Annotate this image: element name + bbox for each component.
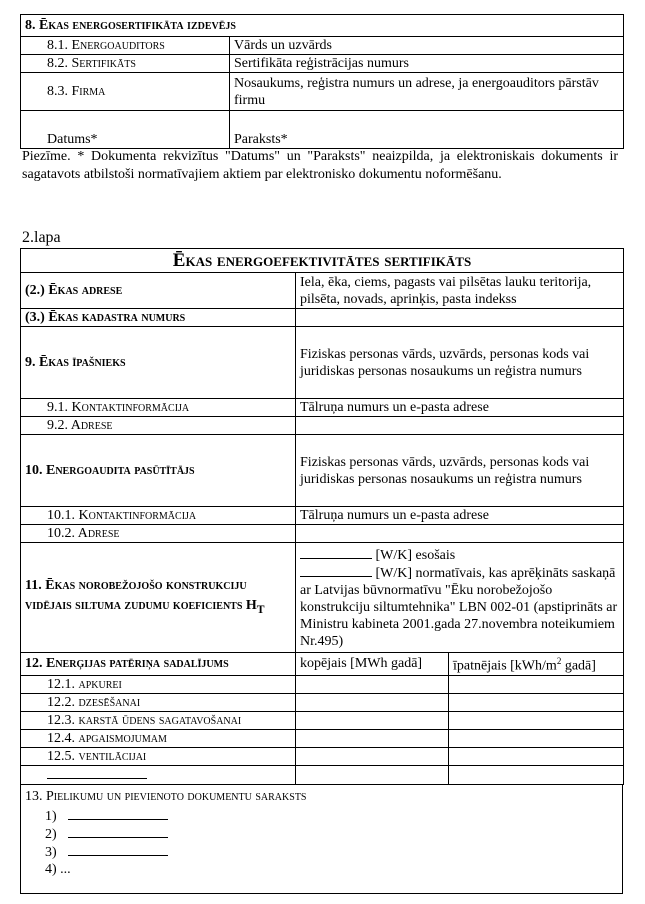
- ht-norm: [W/K] normatīvais, kas aprēķināts saskaņā ar Latvijas būvnormatīvu "Ēku norobežojošo konstrukciju siltumtehnika" LBN 002-01 (apstiprināts ar Ministru kabineta 2001.gada 27.novembra noteikumiem Nr.495): [300, 565, 618, 649]
- owner-address-value: [296, 417, 624, 435]
- energy-row-label: 12.1. apkurei: [21, 675, 296, 693]
- certificate-table: [20, 248, 624, 785]
- energy-specific-header: [449, 653, 624, 676]
- firm-value: Nosaukums, reģistra numurs un adrese, ja energoauditors pārstāv firmu: [230, 73, 624, 111]
- attachment-number: 4) ...: [45, 862, 71, 877]
- energy-specific-cell[interactable]: [449, 729, 624, 747]
- signature-label: Paraksts*: [230, 111, 624, 149]
- energy-specific-cell[interactable]: [449, 747, 624, 765]
- energy-row-label: 12.4. apgaismojumam: [21, 729, 296, 747]
- energy-total-cell[interactable]: [296, 729, 449, 747]
- owner-address-label: 9.2. Adrese: [21, 417, 296, 435]
- ht-label: [21, 543, 296, 653]
- address-value: Iela, ēka, ciems, pagasts vai pilsētas lauku teritorija, pilsēta, novads, aprinķis, pasta indekss: [296, 273, 624, 309]
- owner-label: 9. Ēkas īpašnieks: [21, 327, 296, 399]
- attachment-number: 3): [45, 845, 57, 860]
- certificate-label: 8.2. Sertifikāts: [21, 55, 230, 73]
- attachment-blank[interactable]: [68, 843, 168, 856]
- attachment-number: 1): [45, 809, 57, 824]
- energy-specific-text: īpatnējais [kWh/m: [453, 658, 557, 674]
- energy-row-label: 12.3. karstā ūdens sagatavošanai: [21, 711, 296, 729]
- note: Piezīme. * Dokumenta rekvizītus "Datums" un "Paraksts" neaizpilda, ja elektroniskais dokuments ir sagatavots atbilstoši normatīvajiem aktiem par elektronisko dokumentu noformēšanu.: [22, 149, 618, 182]
- issuer-title: 8. Ēkas energosertifikāta izdevējs: [21, 15, 624, 37]
- owner-value: Fiziskas personas vārds, uzvārds, personas kods vai juridiskas personas nosaukums un reģistra numurs: [296, 327, 624, 399]
- energy-specific-cell[interactable]: [449, 693, 624, 711]
- attachment-number: 2): [45, 827, 57, 842]
- energy-total-cell[interactable]: [296, 711, 449, 729]
- energy-specific-cell[interactable]: [449, 765, 624, 784]
- energy-total-cell[interactable]: [296, 765, 449, 784]
- client-value: Fiziskas personas vārds, uzvārds, personas kods vai juridiskas personas nosaukums un reģistra numurs: [296, 435, 624, 507]
- attachments-list: [45, 807, 168, 879]
- energy-specific-tail: gadā]: [561, 658, 596, 674]
- energy-total-cell[interactable]: [296, 747, 449, 765]
- attachments-box: [20, 784, 623, 894]
- certificate-title: Ēkas energoefektivitātes sertifikāts: [21, 249, 624, 273]
- owner-contact-label: 9.1. Kontaktinformācija: [21, 399, 296, 417]
- certificate-value: Sertifikāta reģistrācijas numurs: [230, 55, 624, 73]
- client-address-value: [296, 525, 624, 543]
- energy-extra-row: [21, 765, 296, 784]
- energy-specific-cell[interactable]: [449, 675, 624, 693]
- cadastre-value: [296, 309, 624, 327]
- ht-label-text: 11. Ēkas norobežojošo konstrukciju vidējais siltuma zudumu koeficients H: [25, 577, 257, 613]
- energy-total-cell[interactable]: [296, 693, 449, 711]
- energy-label: 12. Enerģijas patēriņa sadalījums: [21, 653, 296, 676]
- firm-label: 8.3. Firma: [21, 73, 230, 111]
- ht-existing-blank[interactable]: [300, 546, 372, 559]
- energy-row-label: 12.2. dzesēšanai: [21, 693, 296, 711]
- client-label: 10. Energoaudita pasūtītājs: [21, 435, 296, 507]
- auditor-value: Vārds un uzvārds: [230, 37, 624, 55]
- attachments-label: 13. Pielikumu un pievienoto dokumentu saraksts: [25, 789, 307, 804]
- energy-specific-cell[interactable]: [449, 711, 624, 729]
- date-label: Datums*: [21, 111, 230, 149]
- client-contact-label: 10.1. Kontaktinformācija: [21, 507, 296, 525]
- attachment-item: [45, 807, 168, 825]
- attachment-item: [45, 825, 168, 843]
- auditor-label: 8.1. Energoauditors: [21, 37, 230, 55]
- ht-label-sub: T: [256, 602, 265, 616]
- ht-norm-blank[interactable]: [300, 564, 372, 577]
- ht-existing: [W/K] esošais: [375, 547, 456, 563]
- attachment-item: [45, 843, 168, 861]
- energy-extra-blank[interactable]: [47, 766, 147, 779]
- page-label: 2.lapa: [22, 229, 61, 246]
- energy-total-cell[interactable]: [296, 675, 449, 693]
- attachment-item: [45, 861, 168, 879]
- energy-row-label: 12.5. ventilācijai: [21, 747, 296, 765]
- ht-value: [296, 543, 624, 653]
- attachment-blank[interactable]: [68, 807, 168, 820]
- client-contact-value: Tālruņa numurs un e-pasta adrese: [296, 507, 624, 525]
- attachment-blank[interactable]: [68, 825, 168, 838]
- address-label: (2.) Ēkas adrese: [21, 273, 296, 309]
- energy-total-header: kopējais [MWh gadā]: [296, 653, 449, 676]
- client-address-label: 10.2. Adrese: [21, 525, 296, 543]
- energy-specific-sup: 2: [556, 656, 562, 666]
- owner-contact-value: Tālruņa numurs un e-pasta adrese: [296, 399, 624, 417]
- cadastre-label: (3.) Ēkas kadastra numurs: [21, 309, 296, 327]
- issuer-table: [20, 14, 624, 149]
